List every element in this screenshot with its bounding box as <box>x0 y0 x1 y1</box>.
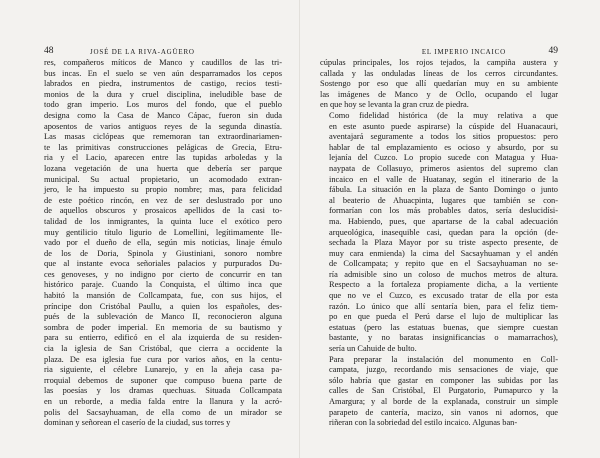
text-line: ria y el Lacio, aparecen entre las tupidas arboledas y la <box>44 153 282 163</box>
text-line: fábula. La situación en la plaza de Santo Domingo o junto <box>329 185 558 195</box>
text-line: Para preparar la instalación del monumento en Coll- <box>329 354 558 364</box>
text-line: ria siguiente, el célebre Lunarejo, y en la añeja casa pa- <box>44 365 282 375</box>
text-line: sólo habría que gastar en componer las subidas por las <box>329 375 558 385</box>
text-line: talidad de los inmigrantes, la quinta luce el exótico pero <box>44 216 282 226</box>
text-line: príncipe don Cristóbal Paullu, a quien los españoles, des- <box>44 301 282 311</box>
text-line: habitó la mansión de Collcampata, fue, con sus hijos, el <box>44 291 282 301</box>
left-body-text <box>44 58 282 429</box>
text-line: po en que pueda el Perú darse el lujo de multiplicar las <box>329 312 558 322</box>
text-line: te las primitivas construcciones pelágicas de Grecia, Etru- <box>44 142 282 152</box>
text-line: res, compañeros míticos de Manco y caudillos de las tri- <box>44 58 282 67</box>
text-line: cia la iglesia de San Cristóbal, que cierra a occidente la <box>44 344 282 354</box>
text-line: campata, juzgo, recordando mis sensaciones de viaje, que <box>329 365 558 375</box>
text-line: que al instante evoca señoriales palacios y purpurados Du- <box>44 259 282 269</box>
text-line: municipal. Su actual propietario, un acomodado extran- <box>44 174 282 184</box>
text-line: plaza. De esa iglesia fue cura por varios años, en la centu- <box>44 354 282 364</box>
text-line: las imágenes de Manco y de Ocllo, ocupando el lugar <box>320 89 558 99</box>
right-page <box>300 0 600 458</box>
paragraph <box>320 355 558 429</box>
text-line: Respecto a la fortaleza propiamente dicha, a la vertiente <box>329 280 558 290</box>
left-running-head <box>44 44 282 58</box>
paragraph <box>320 58 558 111</box>
text-line: histórico paraje. Cuando la Conquista, el último inca que <box>44 280 282 290</box>
text-line: sería un Cahuide de bulto. <box>329 344 417 354</box>
text-line: ma. Habiendo, pues, que apartarse de la cabal adecuación <box>329 216 558 226</box>
text-line: formarían con los más probables datos, sería deslucidísi- <box>329 206 558 216</box>
text-line: bastante, y no baratas insignificancias o mamarrachos), <box>329 333 558 343</box>
right-page-number: 49 <box>548 46 558 56</box>
text-line: en un reborde, a media falda entre la llanura y la acró- <box>44 397 282 406</box>
text-line: parapeto de cantería, macizo, sin vanos ni adornos, que <box>329 407 558 417</box>
text-line: Como fidelidad histórica (de la muy relativa a que <box>329 110 558 120</box>
text-line: jero, le ha impuesto su propio nombre; mas, para felicidad <box>44 185 282 195</box>
text-line: rroquial debemos de suponer que compuso buena parte de <box>44 375 282 385</box>
text-line: que no ve el Cuzco, es excusado tratar de ella por esta <box>329 291 558 301</box>
text-line: de aquellos obscuros y prosaicos apellidos de la casi to- <box>44 206 282 216</box>
text-line: designa como la Casa de Manco Cápac, fueron sin duda <box>44 110 282 120</box>
text-line: aposentos de varios antiguos reyes de la segunda dinastía. <box>44 121 282 131</box>
text-line: de Collcampata; y repito que en el Sacsayhuaman no se- <box>329 259 558 269</box>
text-line: las poesías y los dramas quechuas. Situada Collcampata <box>44 386 282 396</box>
text-line: al beaterio de Ahuacpinta, lugares que también se con- <box>329 195 558 205</box>
text-line: cúpulas principales, los rojos tejados, la campiña austera y <box>320 58 558 67</box>
text-line: para su entierro, edificó en el ala izquierda de su residen- <box>44 333 282 343</box>
text-line: aventajará seguramente a todos los sitios propuestos: pero <box>329 132 558 142</box>
text-line: todo gran imperio. Los muros del fondo, que el pueblo <box>44 100 282 110</box>
text-line: Sostengo por eso que allí quedarían muy en su ambiente <box>320 79 558 89</box>
text-line: callada y las onduladas líneas de los cerros circundantes. <box>320 68 558 78</box>
left-page-number: 48 <box>44 46 54 56</box>
text-line: labrados en piedra, instrumentos de castigo, recios testi- <box>44 79 282 89</box>
text-line: sechada la Plaza Mayor por su triste aspecto presente, de <box>329 238 558 248</box>
text-line: lejanía del Cuzco. Lo propio sucede con Matagua y Hua- <box>329 153 558 163</box>
left-running-title: JOSÉ DE LA RIVA-AGÜERO <box>90 48 195 56</box>
right-running-head <box>320 44 558 58</box>
text-line: en que hoy se levanta la gran cruz de piedra. <box>320 100 469 110</box>
right-body-text <box>320 58 558 429</box>
text-line: vado por el dueño de ella, según mis noticias, linaje émulo <box>44 238 282 248</box>
text-line: dominan y señorean el caserío de la ciudad, sus torres y <box>44 418 231 428</box>
text-line: ces genoveses, y no indigno por cierto de concurrir en tan <box>44 269 282 279</box>
text-line: bus incas. En el suelo se ven aún desparramados los cepos <box>44 68 282 78</box>
right-running-title: EL IMPERIO INCAICO <box>421 48 506 56</box>
text-line: Amargura; y al borde de la explanada, construir un simple <box>329 397 558 406</box>
text-line: naypata de Collasuyo, primeros asientos del supremo clan <box>329 163 558 173</box>
text-line: polis del Sacsayhuaman, de ella como de un mirador se <box>44 407 282 417</box>
text-line: incaico en el valle de Huatanay, según el itinerario de la <box>329 174 558 184</box>
text-line: muy cara enmienda) la cima del Sacsayhuaman y el andén <box>329 248 558 258</box>
text-line: riñeran con la sobriedad del estilo incaico. Algunas ban- <box>329 418 518 428</box>
text-line: Las masas ciclópeas que rememoran tan extraordinariamen- <box>44 132 282 142</box>
paragraph <box>44 58 282 429</box>
text-line: arqueológica, inasequible casi, quedan para la opción (de- <box>329 227 558 237</box>
text-line: de este poético rincón, en vez de ser deslustrado por uno <box>44 195 282 205</box>
text-line: ría admisible sino un coloso de muchos metros de altura. <box>329 269 558 279</box>
text-line: pués de la sublevación de Manco II, reconocieron alguna <box>44 312 282 322</box>
paragraph <box>320 111 558 355</box>
text-line: muy gentilicio título ligurio de Lomellini, legítimamente lle- <box>44 227 282 237</box>
text-line: razón. Lo único que allí sentaría bien, para el feliz tiem- <box>329 301 558 311</box>
text-line: lozana vegetación de una huerta que debería ser parque <box>44 163 282 173</box>
text-line: hablar de tal emplazamiento es ocioso y absurdo, por su <box>329 142 558 152</box>
text-line: sombra de poder imperial. En memoria de su bautismo y <box>44 322 282 332</box>
text-line: de los de Doria, Spinola y Giustiniani, sonoro nombre <box>44 248 282 258</box>
text-line: calles de San Cristóbal, El Purgatorio, Pumapurco y la <box>329 386 558 396</box>
text-line: estatuas (pero las estatuas buenas, que siempre cuestan <box>329 322 558 332</box>
text-line: monios de la dura y cruel disciplina, ineludible base de <box>44 89 282 99</box>
text-line: en este asunto puede aspirarse) la cúspide del Huanacauri, <box>329 121 558 131</box>
